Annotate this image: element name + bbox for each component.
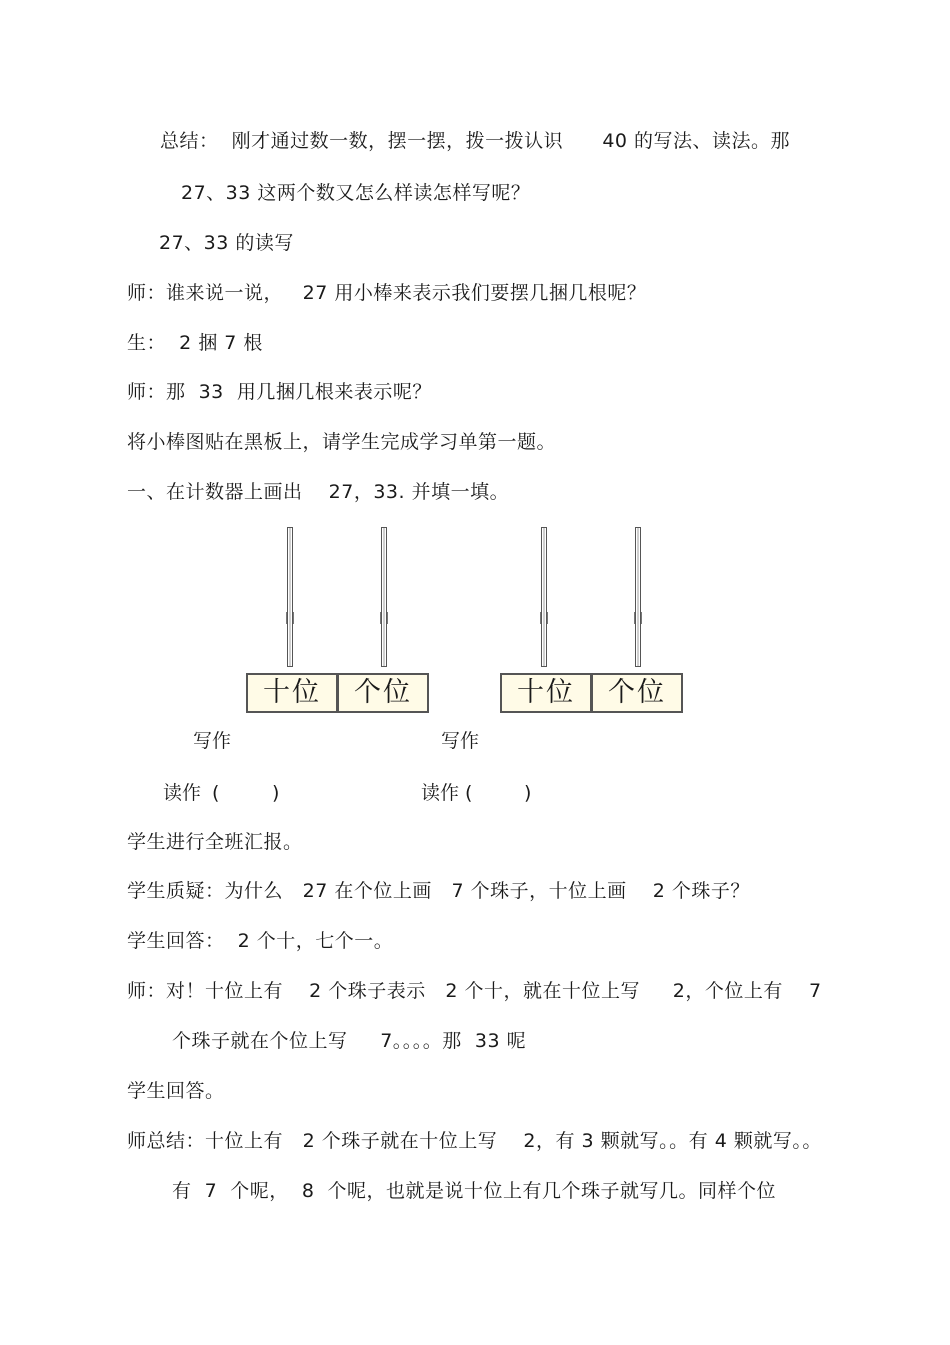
teacher-explanation-2: 个珠子就在个位上写 7。。。。那 33 呢 [172,1030,527,1052]
tens-rod-left [287,527,293,667]
write-as-label-left: 写作 [193,730,232,752]
exercise-title: 一、在计数器上画出 27，33. 并填一填。 [127,481,510,503]
ones-rod-left [381,527,387,667]
tens-place-label: 十位 [246,673,338,713]
instruction-line: 将小棒图贴在黑板上，请学生完成学习单第一题。 [127,431,557,453]
student-answer-3: 学生回答。 [127,1080,225,1102]
ones-rod-right [635,527,641,667]
read-as-close-paren-left: ) [272,782,280,804]
abacus-right [500,665,685,713]
ones-place-label: 个位 [337,673,429,713]
read-as-open-paren-right: ( [465,782,473,804]
class-report-line: 学生进行全班汇报。 [127,831,303,853]
teacher-question-1: 师：谁来说一说， 27 用小棒来表示我们要摆几捆几根呢？ [127,282,647,304]
abacus-left [246,665,431,713]
student-answer-1: 生： 2 捆 7 根 [127,332,263,354]
tens-rod-right [541,527,547,667]
teacher-question-2: 师：那 33 用几捆几根来表示呢？ [127,381,432,403]
ones-place-label: 个位 [591,673,683,713]
write-as-label-right: 写作 [441,730,480,752]
read-as-label-left: 读作 [163,782,202,804]
read-as-label-right: 读作 [421,782,460,804]
teacher-explanation-1: 师：对！十位上有 2 个珠子表示 2 个十，就在十位上写 2，个位上有 7 [127,980,822,1002]
summary-line-2: 27、33 这两个数又怎么样读怎样写呢？ [181,182,531,204]
read-as-close-paren-right: ) [524,782,532,804]
section-heading: 27、33 的读写 [159,232,294,254]
student-question-line: 学生质疑：为什么 27 在个位上画 7 个珠子，十位上画 2 个珠子？ [127,880,750,902]
teacher-summary-1: 师总结：十位上有 2 个珠子就在十位上写 2，有 3 颗就写。。有 4 颗就写。。 [127,1130,822,1152]
student-answer-2: 学生回答： 2 个十，七个一。 [127,930,394,952]
tens-place-label: 十位 [500,673,592,713]
read-as-open-paren-left: ( [212,782,220,804]
teacher-summary-2: 有 7 个呢， 8 个呢，也就是说十位上有几个珠子就写几。同样个位 [172,1180,776,1202]
summary-line-1: 总结： 刚才通过数一数，摆一摆，拨一拨认识 40 的写法、读法。那 [160,130,791,152]
